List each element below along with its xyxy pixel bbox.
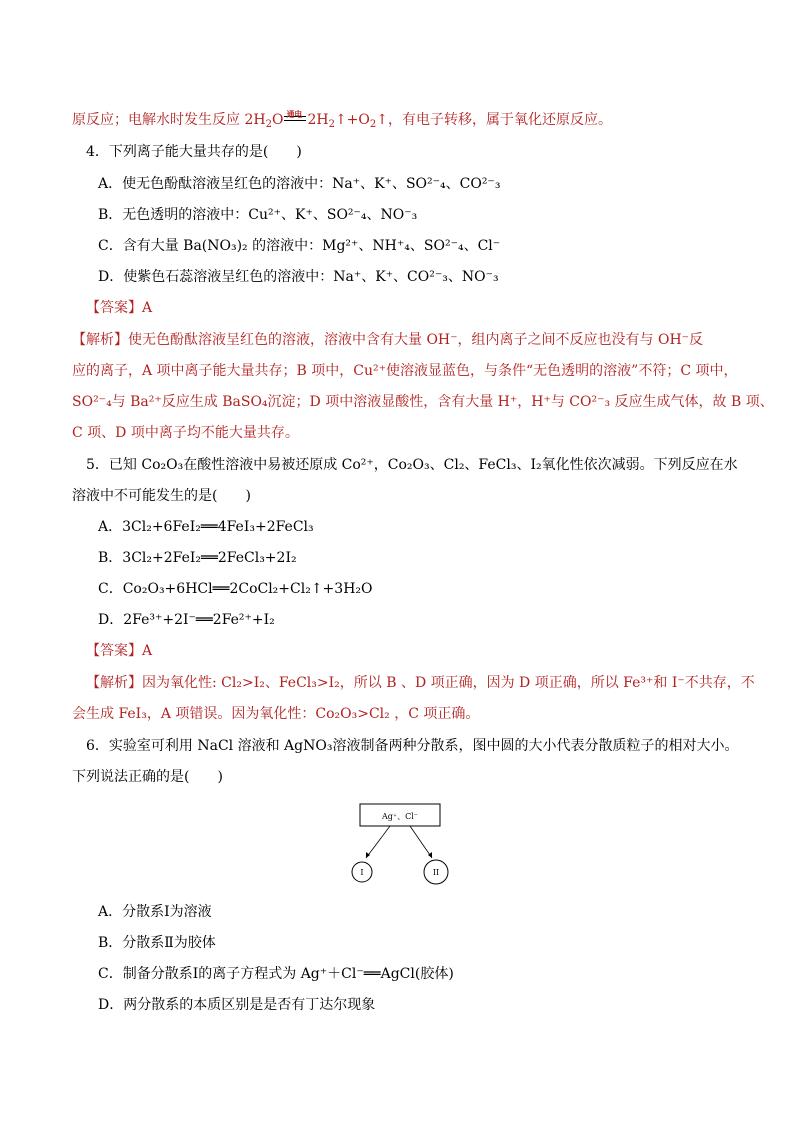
q4-analysis-2: 应的离子，A 项中离子能大量共存；B 项中，Cu²⁺使溶液显蓝色，与条件“无色透明的溶液”不符；C 项中， (72, 363, 738, 379)
q4-analysis-4: C 项、D 项中离子均不能大量共存。 (72, 425, 299, 441)
intro-o2-sub: 2 (369, 119, 377, 130)
q5-option-b: B．3Cl₂+2FeI₂══2FeCl₃+2I₂ (98, 550, 297, 566)
q4-option-d: D．使紫色石蕊溶液呈红色的溶液中：Na⁺、K⁺、CO²⁻₃、NO⁻₃ (98, 269, 499, 285)
q4-option-c: C．含有大量 Ba(NO₃)₂ 的溶液中：Mg²⁺、NH⁺₄、SO²⁻₄、Cl⁻ (98, 238, 501, 254)
dispersion-diagram (340, 800, 460, 890)
q5-analysis-1: 【解析】因为氧化性: Cl₂>I₂、FeCl₃>I₂，所以 B 、D 项正确，因为 D 项正确，所以 Fe³⁺和 I⁻不共存，不 (86, 675, 755, 691)
intro-line (72, 110, 612, 135)
q6-option-d: D．两分散系的本质区别是是否有丁达尔现象 (98, 997, 376, 1013)
q5-option-d: D．2Fe³⁺+2I⁻══2Fe²⁺+I₂ (98, 612, 275, 628)
intro-sub: 2 (265, 119, 272, 130)
q4-option-a: A．使无色酚酞溶液呈红色的溶液中：Na⁺、K⁺、SO²⁻₄、CO²⁻₃ (98, 176, 501, 192)
q6-stem-2: 下列说法正确的是( ) (72, 769, 223, 785)
arrow-left (366, 826, 390, 858)
q6-option-a: A．分散系Ⅰ为溶液 (98, 904, 212, 920)
q4-answer: 【答案】A (86, 300, 153, 316)
q4-option-b: B．无色透明的溶液中：Cu²⁺、K⁺、SO²⁻₄、NO⁻₃ (98, 207, 418, 223)
diagram-box-label: Ag⁺、Cl⁻ (381, 812, 419, 821)
circle-i-label: I (360, 868, 364, 877)
circle-ii-label: II (432, 868, 440, 877)
q4-analysis-1: 【解析】使无色酚酞溶液呈红色的溶液，溶液中含有大量 OH⁻，组内离子之间不反应也没有与 OH⁻反 (72, 332, 704, 348)
intro-after-h: ↑+O (334, 112, 370, 128)
q5-option-a: A．3Cl₂+6FeI₂══4FeI₃+2FeCl₃ (98, 519, 314, 535)
q6-option-b: B．分散系Ⅱ为胶体 (98, 935, 216, 951)
q4-analysis-3: SO²⁻₄与 Ba²⁺反应生成 BaSO₄沉淀；D 项中溶液显酸性，含有大量 H⁺，H⁺与 CO²⁻₃ 反应生成气体，故 B 项、 (72, 394, 774, 410)
q4-stem: 4．下列离子能大量共存的是( ) (86, 144, 302, 160)
intro-o: O (271, 112, 284, 128)
intro-h-sub: 2 (328, 119, 335, 130)
q5-analysis-2: 会生成 FeI₃，A 项错误。因为氧化性：Co₂O₃>Cl₂ ，C 项正确。 (72, 706, 480, 722)
q5-stem-2: 溶液中不可能发生的是( ) (72, 488, 251, 504)
q5-stem-1: 5．已知 Co₂O₃在酸性溶液中易被还原成 Co²⁺，Co₂O₃、Cl₂、FeCl₃、I₂氧化性依次减弱。下列反应在水 (86, 457, 738, 473)
intro-text: 原反应；电解水时发生反应 2H (72, 112, 266, 128)
q5-option-c: C．Co₂O₃+6HCl══2CoCl₂+Cl₂↑+3H₂O (98, 581, 373, 597)
q5-answer: 【答案】A (86, 643, 153, 659)
intro-tail: ↑，有电子转移，属于氧化还原反应。 (376, 112, 612, 128)
arrow-right (410, 826, 432, 858)
q6-stem-1: 6．实验室可利用 NaCl 溶液和 AgNO₃溶液制备两种分散系，图中圆的大小代表分散质粒子的相对大小。 (86, 738, 739, 754)
electrolysis-arrow (284, 109, 306, 121)
arrow-label: 通电 (286, 109, 303, 119)
intro-after-arrow: 2H (307, 112, 329, 128)
q6-option-c: C．制备分散系Ⅰ的离子方程式为 Ag⁺＋Cl⁻══AgCl(胶体) (98, 966, 454, 982)
